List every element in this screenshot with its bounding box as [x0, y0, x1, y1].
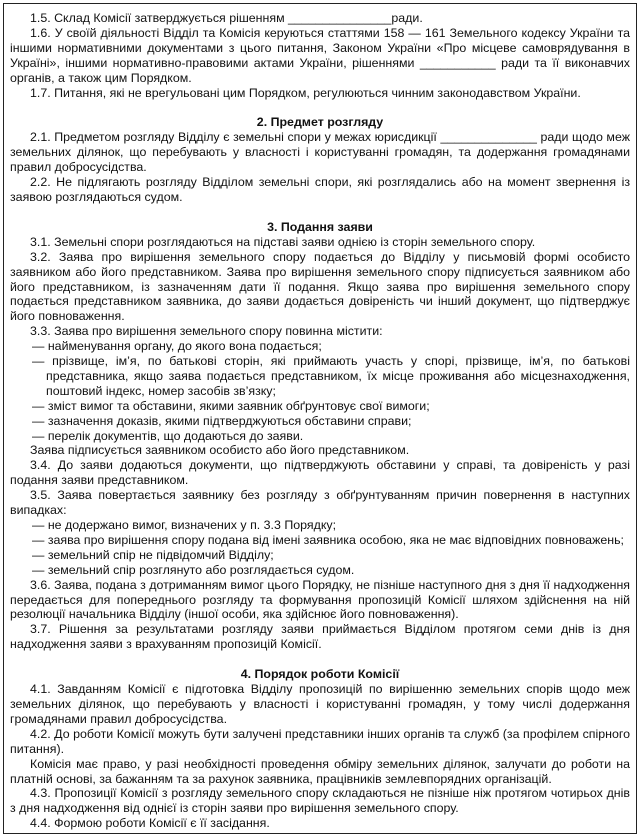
clause-3-3-item: — прізвище, ім’я, по батькові сторін, які приймають участь у спорі, прізвище, ім’я, по батькові представника, якщо заява подається представником, їх місце проживання або місцезнаходження, поштовий індекс, номер засобів зв’язку;: [32, 354, 630, 398]
clause-3-3-item: — зазначення доказів, якими підтверджуються обставини справи;: [32, 413, 412, 428]
clause-3-5-item: — земельний спір розглянуто або розглядається судом.: [32, 562, 355, 577]
clause-2-1: 2.1. Предметом розгляду Відділу є земельні спори у межах юрисдикції ______________ ради щодо меж земельних ділянок, що перебувають у власності і користуванні громадян, та додержання громадянами правил добросусідства.: [10, 130, 630, 175]
clause-3-6: 3.6. Заява, подана з дотриманням вимог цього Порядку, не пізніше наступного дня з дня її надходження передається для попереднього розгляду та формування пропозицій Комісії шляхом здійснення на ній резолюції начальника Відділу (іншої особи, яка здійснює його повноваження).: [10, 577, 630, 622]
clause-2-2: 2.2. Не підлягають розгляду Відділом земельні спори, які розглядались або на момент звернення із заявою розглядаються судом.: [10, 175, 630, 204]
clause-3-1: 3.1. Земельні спори розглядаються на підставі заяви однією із сторін земельного спору.: [30, 234, 536, 249]
clause-3-5-item: — заява про вирішення спору подана від імені заявника особою, яка не має відповідних повноважень;: [32, 532, 624, 547]
clause-3-3: 3.3. Заява про вирішення земельного спору повинна містити:: [30, 324, 383, 339]
clause-1-6: 1.6. У своїй діяльності Відділ та Комісія керуються статтями 158 — 161 Земельного кодексу України та іншими нормативними документами з цього питання, Законом України «Про місцеве самоврядування в Україні», іншими нормативно-правовими актами України, рішеннями ___________ ради та її виконавчих органів, а також цим Порядком.: [10, 25, 630, 85]
clause-1-7: 1.7. Питання, які не врегульовані цим Порядком, регулюються чинним законодавством України.: [30, 85, 581, 100]
section-3-title: 3. Подання заяви: [267, 219, 373, 234]
clause-3-4: 3.4. До заяви додаються документи, що підтверджують обставини у справі, та довіреність у разі подання заяви представником.: [10, 458, 630, 488]
section-2-title: 2. Предмет розгляду: [256, 115, 384, 130]
clause-4-2: 4.2. До роботи Комісії можуть бути залучені представники інших органів та служб (за профілем спірного питання).: [10, 726, 630, 756]
clause-4-4: 4.4. Формою роботи Комісії є її засідання.: [30, 816, 270, 831]
clause-4-2-continued: Комісія має право, у разі необхідності проведення обміру земельних ділянок, залучати до роботи на платній основі, за бажанням та за рахунок заявника, працівників землевпорядних організацій.: [10, 756, 630, 786]
clause-3-3-signature-note: Заява підписується заявником особисто або його представником.: [30, 443, 410, 458]
clause-3-5-item: — не додержано вимог, визначених у п. 3.3 Порядку;: [32, 518, 337, 532]
clause-4-3: 4.3. Пропозиції Комісії з розгляду земельного спору складаються не пізніше ніж протягом чотирьох днів з дня надходження від однієї із сторін заяви про вирішення земельного спору.: [10, 786, 630, 816]
clause-3-2: 3.2. Заява про вирішення земельного спору подається до Відділу у письмовій формі особисто заявником або його представником. Заява про вирішення земельного спору підписується заявником або його представником, із зазначенням дати її подання. Якщо заява про вирішення земельного спору подається представником заявника, до заяви додається довіреність чи інший документ, що підтверджує його повноваження.: [10, 249, 630, 324]
clause-1-5: 1.5. Склад Комісії затверджується рішенням _______________ради.: [30, 11, 423, 25]
clause-3-5: 3.5. Заява повертається заявнику без розгляду з обґрунтуванням причин повернення в наступних випадках:: [10, 488, 630, 518]
clause-3-5-item: — земельний спір не підвідомчий Відділу;: [32, 547, 274, 562]
document-body: [10, 11, 630, 831]
clause-3-3-item: — перелік документів, що додаються до заяви.: [32, 428, 304, 443]
section-4-title: 4. Порядок роботи Комісії: [240, 667, 400, 682]
clause-3-3-item: — зміст вимог та обставини, якими заявник обґрунтовує свої вимоги;: [32, 398, 430, 413]
clause-4-1: 4.1. Завданням Комісії є підготовка Відділу пропозицій по вирішенню земельних спорів щодо меж земельних ділянок, що перебувають у власності і користуванні громадян, у тому числі додержання громадянами правил добросусідства.: [10, 682, 630, 726]
clause-3-7: 3.7. Рішення за результатами розгляду заяви приймається Відділом протягом семи днів із дня надходження заяви з врахуванням пропозицій Комісії.: [10, 622, 630, 652]
clause-3-3-item: — найменування органу, до якого вона подається;: [32, 339, 322, 354]
